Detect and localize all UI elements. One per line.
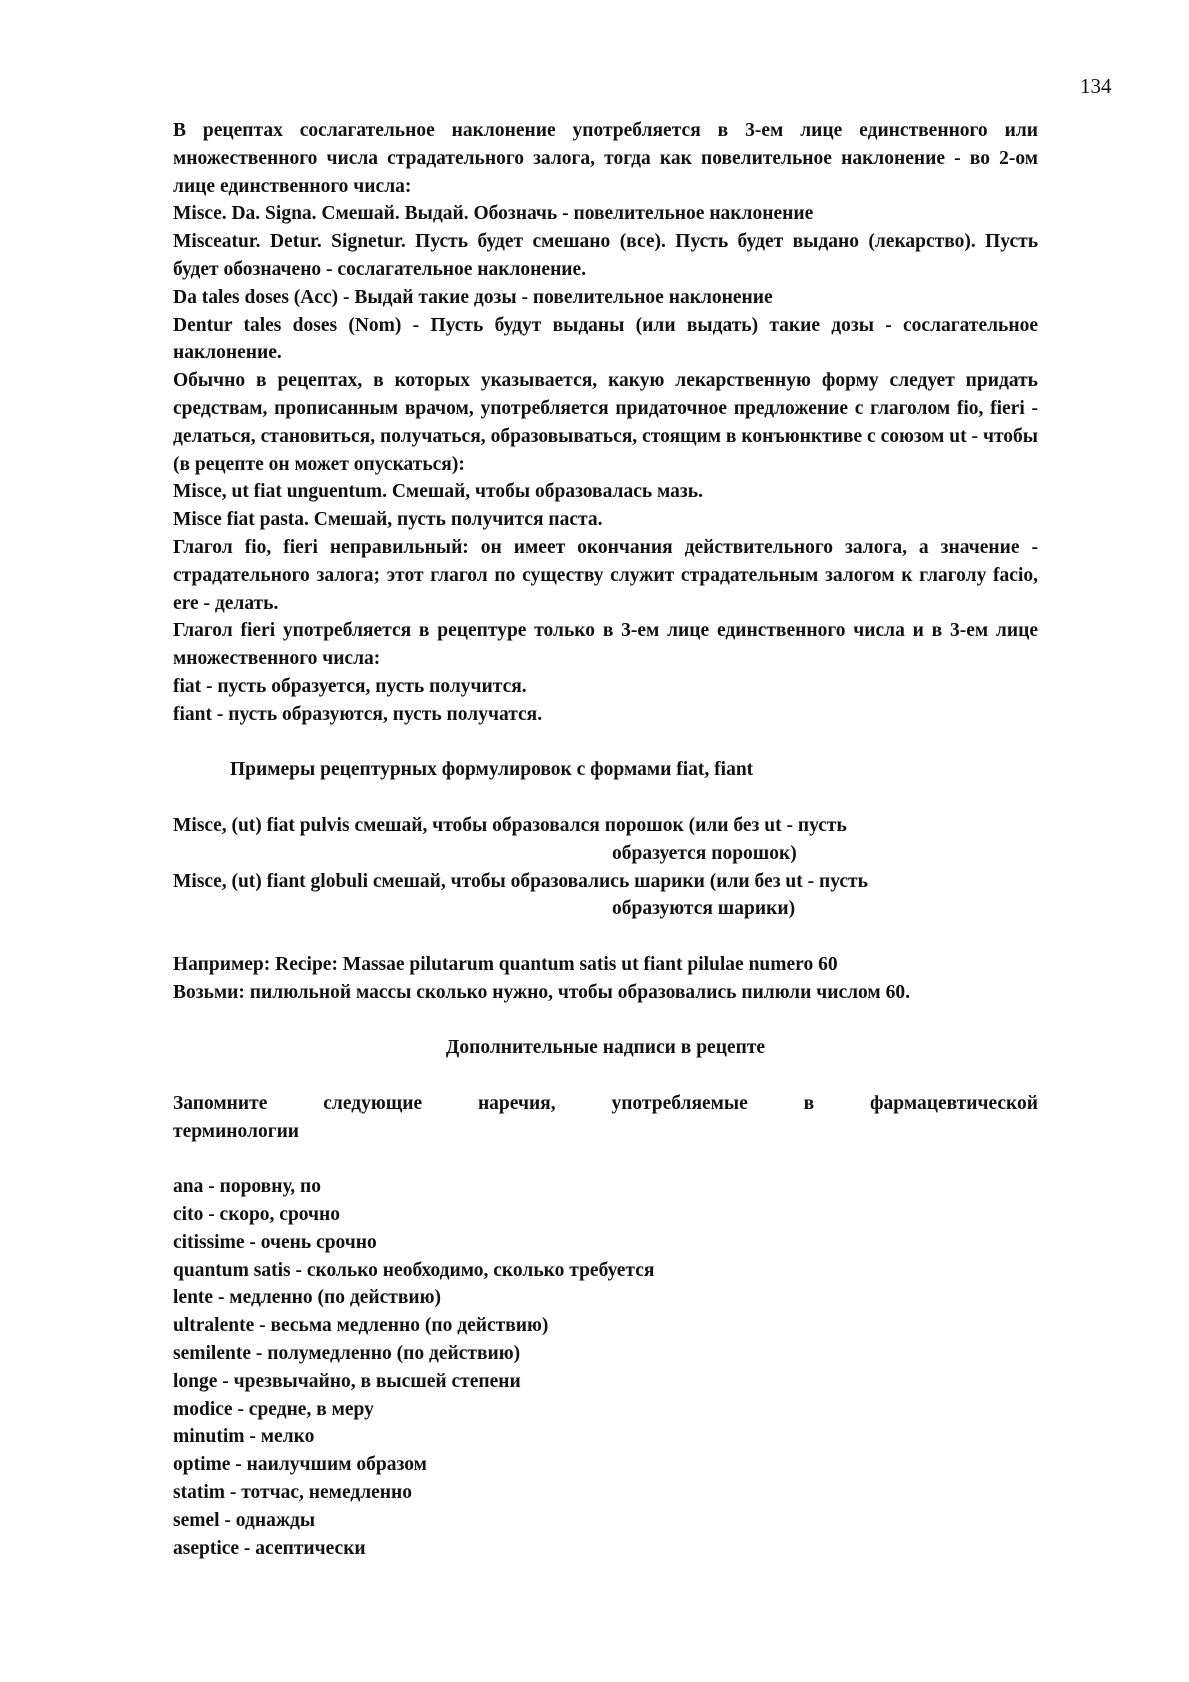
list-item: cito - скоро, срочно — [173, 1204, 341, 1226]
adverb-list — [173, 1173, 1038, 1562]
list-item: ana - поровну, по — [173, 1176, 321, 1198]
list-item: longe - чрезвычайно, в высшей степени — [173, 1370, 521, 1392]
memo-intro-line2: терминологии — [173, 1120, 300, 1142]
paragraph-misce-pasta: Misce fiat pasta. Смешай, пусть получится паста. — [173, 509, 603, 531]
list-item: optime - наилучшим образом — [173, 1454, 427, 1476]
paragraph-dentur-tales-doses: Dentur tales doses (Nom) - Пусть будут выданы (или выдать) такие дозы - сослагательное наклонение. — [173, 314, 1038, 364]
paragraph-subjunctive-example: Misceatur. Detur. Signetur. Пусть будет смешано (все). Пусть будет выдано (лекарство). Пусть будет обозначено - сослагательное наклонение. — [173, 231, 1038, 280]
list-item: semel - однажды — [173, 1509, 316, 1531]
list-item: quantum satis - сколько необходимо, сколько требуется — [173, 1259, 655, 1281]
paragraph-fiant-definition: fiant - пусть образуются, пусть получатся. — [173, 703, 543, 725]
spacer — [173, 1007, 1038, 1035]
spacer — [173, 923, 1038, 951]
list-item: minutim - мелко — [173, 1426, 315, 1448]
section-title-additional-inscriptions: Дополнительные надписи в рецепте — [445, 1037, 766, 1059]
example-recipe: Например: Recipe: Massae pilutarum quantum satis ut fiant pilulae numero 60 — [173, 953, 838, 975]
spacer — [173, 784, 1038, 812]
list-item: statim - тотчас, немедленно — [173, 1482, 413, 1504]
spacer — [173, 1145, 1038, 1173]
example-fiant-globuli-continuation: образуются шарики) — [612, 898, 796, 920]
memo-intro-line1: Запомните следующие наречия, употребляемые в фармацевтической — [173, 1092, 1038, 1114]
paragraph-misce-unguentum: Misce, ut fiat unguentum. Смешай, чтобы образовалась мазь. — [173, 481, 703, 503]
example-fiat-pulvis-continuation: образуется порошок) — [612, 842, 797, 864]
example-fiant-globuli: Misce, (ut) fiant globuli смешай, чтобы образовались шарики (или без ut - пусть — [173, 870, 868, 892]
list-item: citissime - очень срочно — [173, 1231, 377, 1253]
list-item: semilente - полумедленно (по действию) — [173, 1343, 521, 1365]
list-item: modice - средне, в меру — [173, 1398, 374, 1420]
page-content — [173, 117, 1038, 1562]
paragraph-fiat-definition: fiat - пусть образуется, пусть получится. — [173, 675, 527, 697]
paragraph-subjunctive-usage: В рецептах сослагательное наклонение употребляется в 3-ем лице единственного или множественного числа страдательного залога, тогда как повелительное наклонение - во 2-ом лице единственного числа: — [173, 120, 1038, 197]
example-recipe-translation: Возьми: пилюльной массы сколько нужно, чтобы образовались пилюли числом 60. — [173, 981, 910, 1003]
spacer — [173, 729, 1038, 757]
page-number: 134 — [1080, 74, 1112, 98]
spacer — [173, 1062, 1038, 1090]
paragraph-da-tales-doses: Da tales doses (Acc) - Выдай такие дозы - повелительное наклонение — [173, 286, 773, 308]
example-fiat-pulvis: Misce, (ut) fiat pulvis смешай, чтобы образовался порошок (или без ut - пусть — [173, 814, 847, 836]
list-item: lente - медленно (по действию) — [173, 1287, 442, 1309]
list-item: aseptice - асептически — [173, 1537, 366, 1559]
paragraph-fio-irregular: Глагол fio, fieri неправильный: он имеет окончания действительного залога, а значение - страдательного залога; этот глагол по существу служит страдательным залогом к глаголу facio, ere - делать. — [173, 536, 1038, 614]
list-item: ultralente - весьма медленно (по действию) — [173, 1315, 549, 1337]
paragraph-fio-fieri-usage: Обычно в рецептах, в которых указывается, какую лекарственную форму следует придать средствам, прописанным врачом, употребляется придаточное предложение с глаголом fio, fieri - делаться, становиться, получаться, образовываться, стоящим в конъюнктиве с союзом ut - чтобы (в рецепте он может опускаться): — [173, 370, 1038, 475]
section-title-fiat-fiant: Примеры рецептурных формулировок с формами fiat, fiant — [230, 759, 754, 781]
paragraph-imperative-example: Misce. Da. Signa. Смешай. Выдай. Обозначь - повелительное наклонение — [173, 203, 814, 225]
paragraph-fieri-forms: Глагол fieri употребляется в рецептуре только в 3-ем лице единственного числа и в 3-ем лице множественного числа: — [173, 620, 1038, 670]
